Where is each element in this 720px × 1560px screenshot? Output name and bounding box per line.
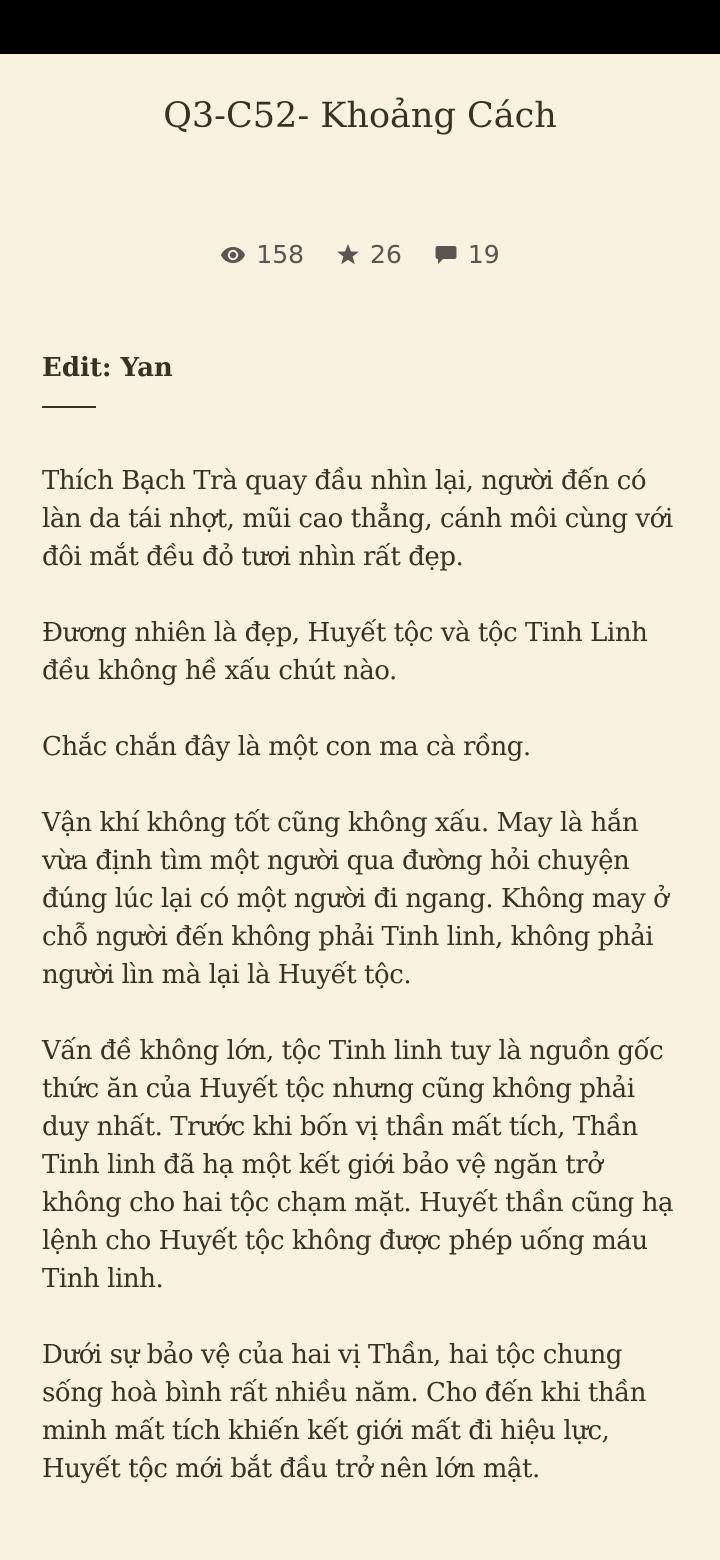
comments-stat bbox=[434, 240, 500, 269]
paragraph: Chắc chắn đây là một con ma cà rồng. bbox=[42, 732, 531, 762]
star-icon bbox=[336, 243, 360, 266]
eye-icon bbox=[220, 246, 246, 264]
comments-count: 19 bbox=[467, 240, 500, 269]
paragraph: Đương nhiên là đẹp, Huyết tộc và tộc Tinh Linh đều không hề xấu chút nào. bbox=[42, 618, 648, 686]
chapter-stats bbox=[0, 240, 720, 269]
stars-stat bbox=[336, 240, 402, 269]
views-stat bbox=[220, 240, 304, 269]
views-count: 158 bbox=[256, 240, 305, 269]
paragraph: Thích Bạch Trà quay đầu nhìn lại, người đến có làn da tái nhợt, mũi cao thẳng, cánh môi cùng với đôi mắt đều đỏ tươi nhìn rất đẹp. bbox=[42, 466, 673, 572]
editor-credit: Edit: Yan bbox=[42, 353, 173, 383]
paragraph: Vấn đề không lớn, tộc Tinh linh tuy là nguồn gốc thức ăn của Huyết tộc nhưng cũng không phải duy nhất. Trước khi bốn vị thần mất tích, Thần Tinh linh đã hạ một kết giới bảo vệ ngăn trở không cho hai tộc chạm mặt. Huyết thần cũng hạ lệnh cho Huyết tộc không được phép uống máu Tinh linh. bbox=[42, 1036, 674, 1294]
paragraph: Vận khí không tốt cũng không xấu. May là hắn vừa định tìm một người qua đường hỏi chuyện đúng lúc lại có một người đi ngang. Không may ở chỗ người đến không phải Tinh linh, không phải người lìn mà lại là Huyết tộc. bbox=[42, 808, 669, 990]
status-bar bbox=[0, 0, 720, 54]
paragraph: Dưới sự bảo vệ của hai vị Thần, hai tộc chung sống hoà bình rất nhiều năm. Cho đến khi thần minh mất tích khiến kết giới mất đi hiệu lực, Huyết tộc mới bắt đầu trở nên lớn mật. bbox=[42, 1340, 647, 1484]
chapter-title: Q3-C52- Khoảng Cách bbox=[163, 96, 557, 136]
divider bbox=[42, 406, 96, 408]
chapter-content bbox=[42, 348, 678, 1526]
comment-icon bbox=[434, 244, 458, 266]
stars-count: 26 bbox=[370, 240, 402, 269]
